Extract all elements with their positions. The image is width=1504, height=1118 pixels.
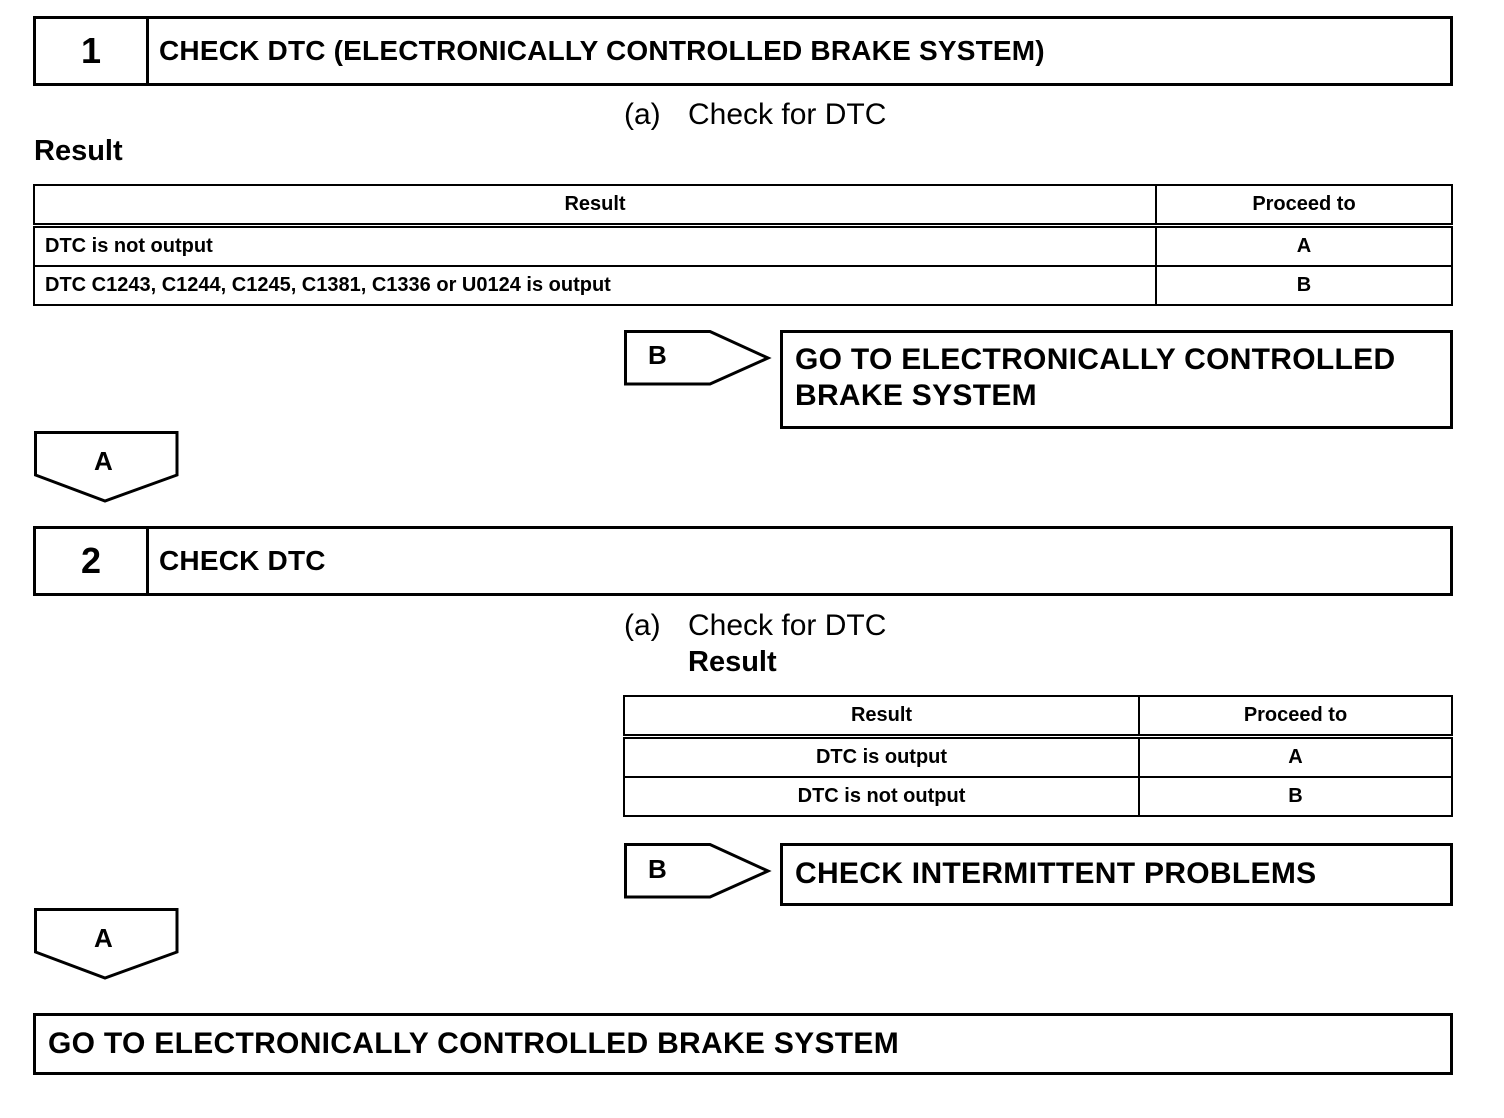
table-row <box>34 266 1452 305</box>
step-2-sub-text: Check for DTC <box>688 609 887 642</box>
step-2-number: 2 <box>36 529 149 593</box>
step-2-branch-b-target[interactable] <box>780 843 1453 906</box>
step-2-instruction <box>624 609 886 643</box>
result-cell: DTC is not output <box>34 226 1156 267</box>
result-cell: DTC is not output <box>624 777 1139 816</box>
step-1-sub-mark: (a) <box>624 98 661 131</box>
proceed-cell: A <box>1139 737 1452 778</box>
result-cell: DTC C1243, C1244, C1245, C1381, C1336 or U0124 is output <box>34 266 1156 305</box>
step-1-sub-text: Check for DTC <box>688 98 887 131</box>
table-header-result: Result <box>624 696 1139 737</box>
branch-b-arrow-icon <box>624 843 772 899</box>
step-1-result-label: Result <box>34 135 123 167</box>
step-1-title: CHECK DTC (ELECTRONICALLY CONTROLLED BRAKE SYSTEM) <box>159 35 1045 66</box>
step-1-result-table <box>33 184 1453 306</box>
step-1-number: 1 <box>36 19 149 83</box>
final-go-to-box[interactable] <box>33 1013 1453 1075</box>
step-2-result-table <box>623 695 1453 817</box>
table-header-proceed: Proceed to <box>1139 696 1452 737</box>
table-header-result: Result <box>34 185 1156 226</box>
table-row <box>624 737 1452 778</box>
step-2-header <box>33 526 1453 596</box>
table-row <box>34 226 1452 267</box>
step-1-instruction <box>624 98 886 132</box>
step-2-result-label: Result <box>688 646 777 678</box>
step-2-branch-b-target-text: CHECK INTERMITTENT PROBLEMS <box>795 857 1317 890</box>
table-row <box>624 777 1452 816</box>
branch-b-arrow-icon <box>624 330 772 386</box>
final-go-to-text: GO TO ELECTRONICALLY CONTROLLED BRAKE SYSTEM <box>48 1027 900 1060</box>
step-2-sub-mark: (a) <box>624 609 661 642</box>
proceed-cell: A <box>1156 226 1452 267</box>
step-1-branch-b-target-text: GO TO ELECTRONICALLY CONTROLLED BRAKE SYSTEM <box>795 343 1396 412</box>
step-1-header <box>33 16 1453 86</box>
step-1-branch-b-target[interactable] <box>780 330 1453 429</box>
table-header-proceed: Proceed to <box>1156 185 1452 226</box>
step-1-branch-a-label: A <box>94 446 113 476</box>
step-2-branch-a-label: A <box>94 923 113 953</box>
step-2-title: CHECK DTC <box>159 545 326 576</box>
proceed-cell: B <box>1139 777 1452 816</box>
proceed-cell: B <box>1156 266 1452 305</box>
step-2-branch-b-label: B <box>648 854 667 884</box>
result-cell: DTC is output <box>624 737 1139 778</box>
step-1-branch-b-label: B <box>648 340 667 370</box>
